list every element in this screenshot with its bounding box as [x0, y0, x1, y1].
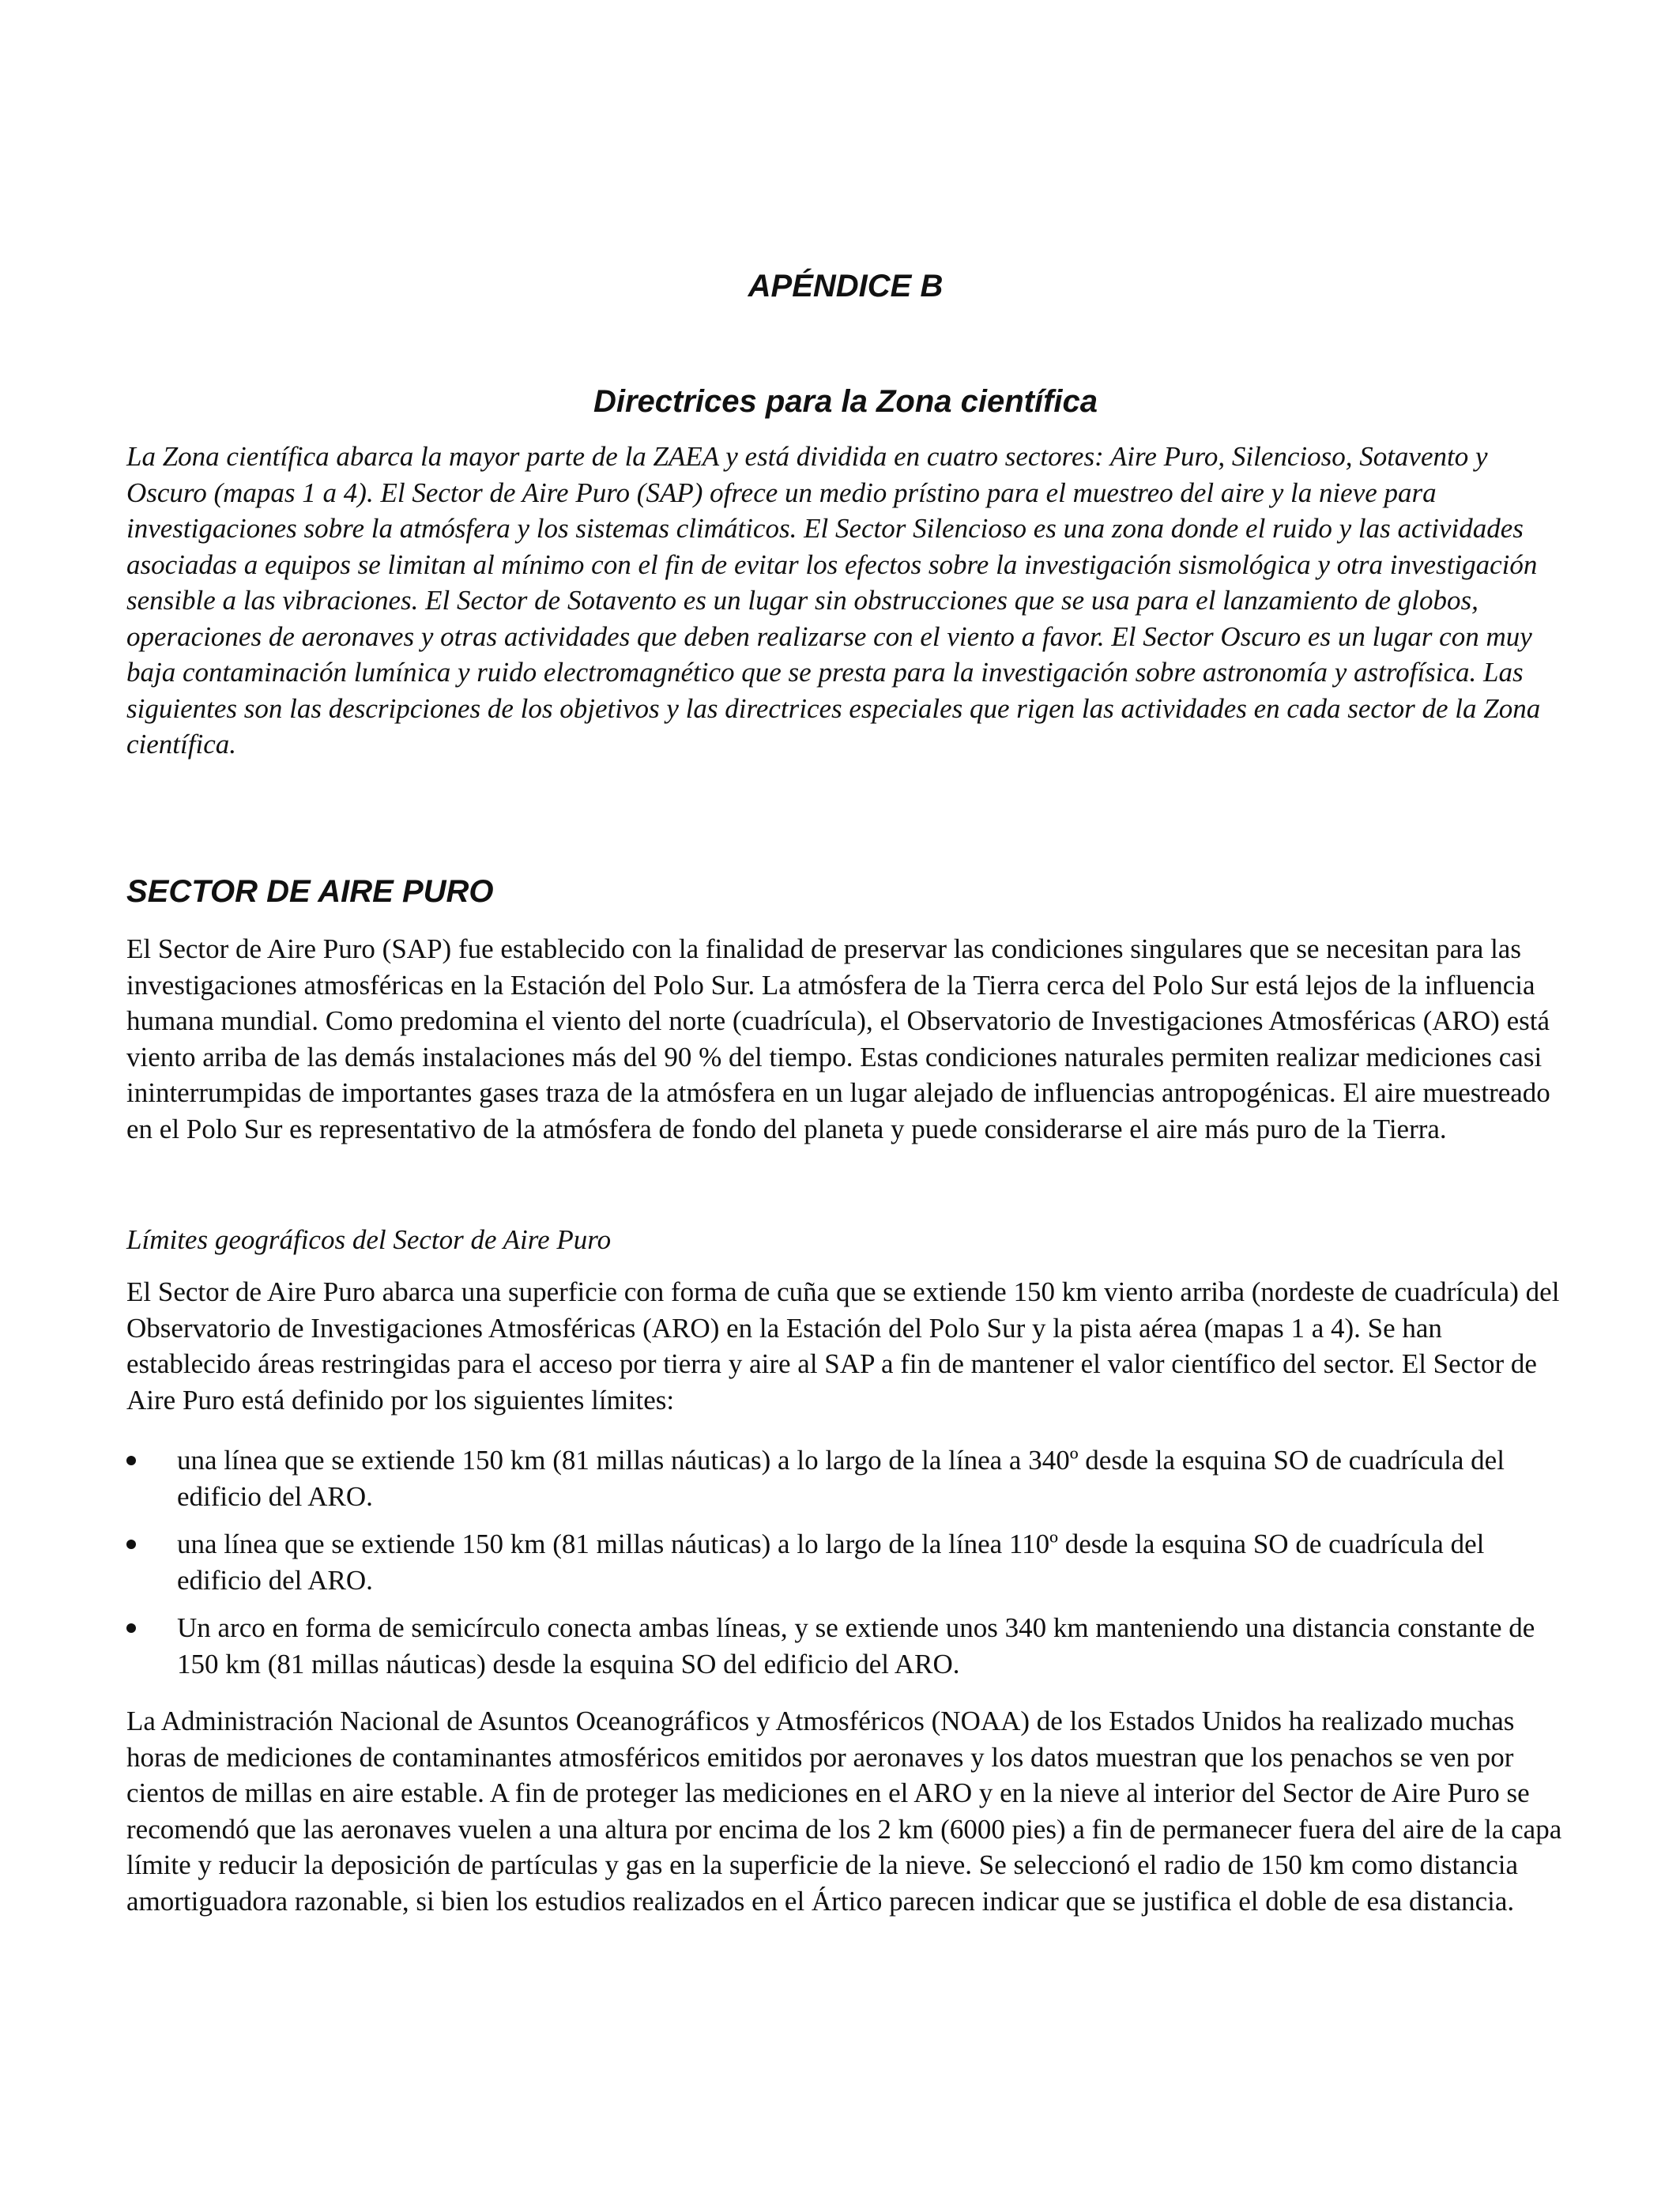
bullet-icon [126, 1540, 136, 1549]
section-paragraph-2: El Sector de Aire Puro abarca una superficie con forma de cuña que se extiende 150 km viento arriba (nordeste de cuadrícula) del Observatorio de Investigaciones Atmosféricas (ARO) en la Estación del Polo Sur y la pista aérea (mapas 1 a 4). Se han establecido áreas restringidas para el acceso por tierra y aire al SAP a fin de mantener el valor científico del sector. El Sector de Aire Puro está definido por los siguientes límites: [126, 1276, 1560, 1416]
intro-paragraph: La Zona científica abarca la mayor parte de la ZAEA y está dividida en cuatro sectores: Aire Puro, Silencioso, Sotavento y Oscuro (mapas 1 a 4). El Sector de Aire Puro (SAP) ofrece un medio prístino para el muestreo del aire y la nieve para investigaciones sobre la atmósfera y los sistemas climáticos. El Sector Silencioso es una zona donde el ruido y las actividades asociadas a equipos se limitan al mínimo con el fin de evitar los efectos sobre la investigación sismológica y otra investigación sensible a las vibraciones. El Sector de Sotavento es un lugar sin obstrucciones que se usa para el lanzamiento de globos, operaciones de aeronaves y otras actividades que deben realizarse con el viento a favor. El Sector Oscuro es un lugar con muy baja contaminación lumínica y ruido electromagnético que se presta para la investigación sobre astronomía y astrofísica. Las siguientes son las descripciones de los objetivos y las directrices especiales que rigen las actividades en cada sector de la Zona científica. [126, 441, 1541, 760]
boundary-list [126, 1442, 1565, 1694]
document-title: Directrices para la Zona científica [593, 384, 1098, 419]
list-item [126, 1610, 1565, 1682]
list-item-text: una línea que se extiende 150 km (81 millas náuticas) a lo largo de la línea 110º desde la esquina SO de cuadrícula del edificio del ARO. [177, 1529, 1485, 1596]
list-item-text: Un arco en forma de semicírculo conecta ambas líneas, y se extiende unos 340 km manteniendo una distancia constante de 150 km (81 millas náuticas) desde la esquina SO del edificio del ARO. [177, 1612, 1535, 1679]
document-page [126, 0, 1565, 2194]
list-item-text: una línea que se extiende 150 km (81 millas náuticas) a lo largo de la línea a 340º desde la esquina SO de cuadrícula del edificio del ARO. [177, 1445, 1505, 1512]
subheading-limites: Límites geográficos del Sector de Aire Puro [126, 1224, 612, 1255]
section-paragraph-3: La Administración Nacional de Asuntos Oceanográficos y Atmosféricos (NOAA) de los Estados Unidos ha realizado muchas horas de mediciones de contaminantes atmosféricos emitidos por aeronaves y los datos muestran que los penachos se ven por cientos de millas en aire estable. A fin de proteger las mediciones en el ARO y en la nieve al interior del Sector de Aire Puro se recomendó que las aeronaves vuelen a una altura por encima de los 2 km (6000 pies) a fin de permanecer fuera del aire de la capa límite y reducir la deposición de partículas y gas en la superficie de la nieve. Se seleccionó el radio de 150 km como distancia amortiguadora razonable, si bien los estudios realizados en el Ártico parecen indicar que se justifica el doble de esa distancia. [126, 1706, 1562, 1917]
list-item [126, 1442, 1565, 1514]
section-paragraph-1: El Sector de Aire Puro (SAP) fue establecido con la finalidad de preservar las condiciones singulares que se necesitan para las investigaciones atmosféricas en la Estación del Polo Sur. La atmósfera de la Tierra cerca del Polo Sur está lejos de la influencia humana mundial. Como predomina el viento del norte (cuadrícula), el Observatorio de Investigaciones Atmosféricas (ARO) está viento arriba de las demás instalaciones más del 90 % del tiempo. Estas condiciones naturales permiten realizar mediciones casi ininterrumpidas de importantes gases traza de la atmósfera en un lugar alejado de influencias antropogénicas. El aire muestreado en el Polo Sur es representativo de la atmósfera de fondo del planeta y puede considerarse el aire más puro de la Tierra. [126, 933, 1550, 1144]
section-heading-aire-puro: SECTOR DE AIRE PURO [126, 874, 494, 909]
bullet-icon [126, 1623, 136, 1633]
appendix-title: APÉNDICE B [748, 269, 944, 303]
list-item [126, 1526, 1565, 1598]
bullet-icon [126, 1456, 136, 1465]
